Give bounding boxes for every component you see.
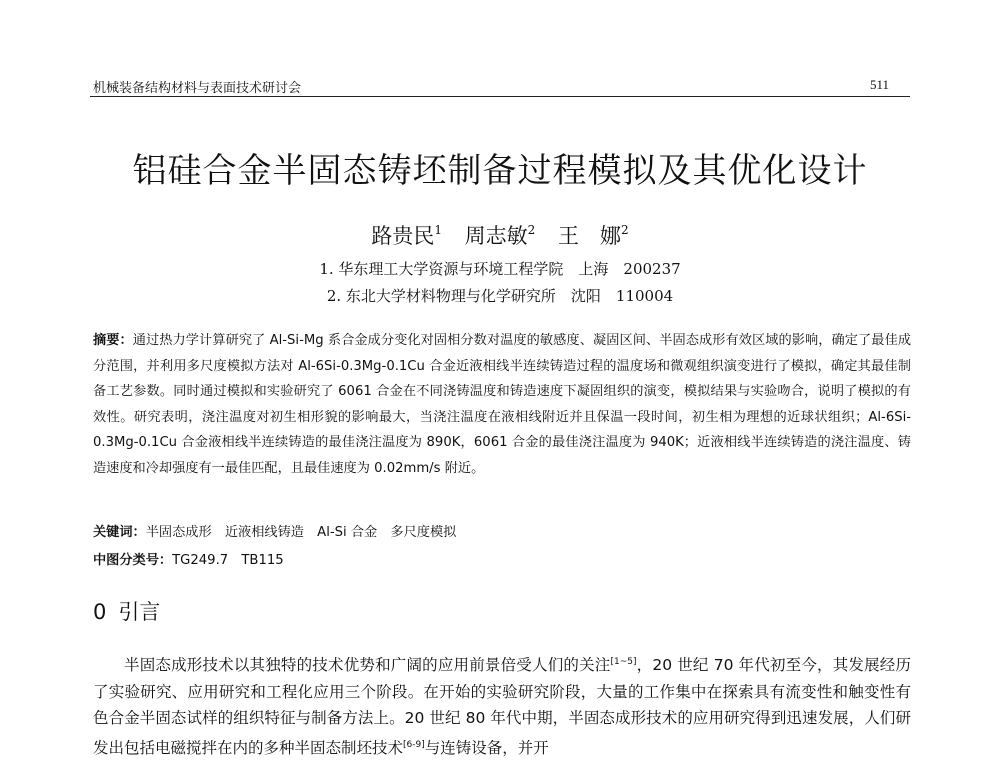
citation-ref-2: [6-9]	[403, 739, 425, 750]
classification-number	[93, 549, 284, 568]
section-title: 引言	[118, 600, 161, 624]
abstract-label: 摘要：	[93, 333, 133, 348]
page-number: 511	[870, 77, 890, 92]
author-1: 路贵民$^1$	[371, 223, 442, 248]
citation-ref-1: [1~5]	[610, 657, 637, 667]
author-3: 王 娜$^2$	[558, 223, 629, 248]
classification-text: TG249.7 TB115	[172, 553, 284, 568]
author-2: 周志敏$^2$	[464, 223, 536, 248]
keywords-label: 关键词：	[93, 525, 146, 540]
paper-title: 铝硅合金半固态铸坯制备过程模拟及其优化设计	[132, 151, 868, 191]
classification-label: 中图分类号：	[93, 553, 173, 568]
body-text-1: 半固态成形技术以其独特的技术优势和广阔的应用前景倍受人们的关注	[124, 656, 611, 675]
author-list	[0, 220, 1000, 250]
body-text-2: ，20 世纪 70 年代初至今，其发展经历了实验研究、应用研究和工程化应用三个阶段。在开始的实验研究阶段，大量的工作集中在探索具有流变性和触变性有色合金半固态试样的组织特征与制备方法上。20 世纪 80 年代中期，半固态成形技术的应用研究得到迅速发展，人们研发出包括电磁搅拌在内的多种半固态制坯技术	[93, 656, 911, 757]
running-header-journal: 机械装备结构材料与表面技术研讨会	[93, 81, 302, 96]
abstract-text: 通过热力学计算研究了 Al-Si-Mg 系合金成分变化对固相分数对温度的敏感度、凝固区间、半固态成形有效区域的影响，确定了最佳成分范围，并利用多尺度模拟方法对 Al-6Si-0.3Mg-0.1Cu 合金近液相线半连续铸造过程的温度场和微观组织演变进行了模拟，确定其最佳制备工艺参数。同时通过模拟和实验研究了 6061 合金在不同浇铸温度和铸造速度下凝固组织的演变，模拟结果与实验吻合，说明了模拟的有效性。研究表明，浇注温度对初生相形貌的影响最大，当浇注温度在液相线附近并且保温一段时间，初生相为理想的近球状组织；Al-6Si-0.3Mg-0.1Cu 合金液相线半连续铸造的最佳浇注温度为 890K，6061 合金的最佳浇注温度为 940K；近液相线半连续铸造的浇注温度、铸造速度和冷却强度有一最佳匹配，且最佳速度为 0.02mm/s 附近。	[93, 333, 912, 476]
keywords-text: 半固态成形 近液相线铸造 Al-Si 合金 多尺度模拟	[145, 525, 457, 540]
section-heading	[93, 596, 160, 626]
affiliation-1: 1. 华东理工大学资源与环境工程学院 上海 200237	[319, 260, 681, 278]
section-number: 0	[93, 600, 107, 624]
body-paragraph	[93, 649, 911, 761]
abstract	[93, 328, 911, 482]
affiliation-2: 2. 东北大学材料物理与化学研究所 沈阳 110004	[326, 287, 674, 305]
keywords	[93, 521, 456, 540]
body-text-3: 与连铸设备，并开	[424, 738, 549, 757]
header-rule	[90, 96, 910, 97]
